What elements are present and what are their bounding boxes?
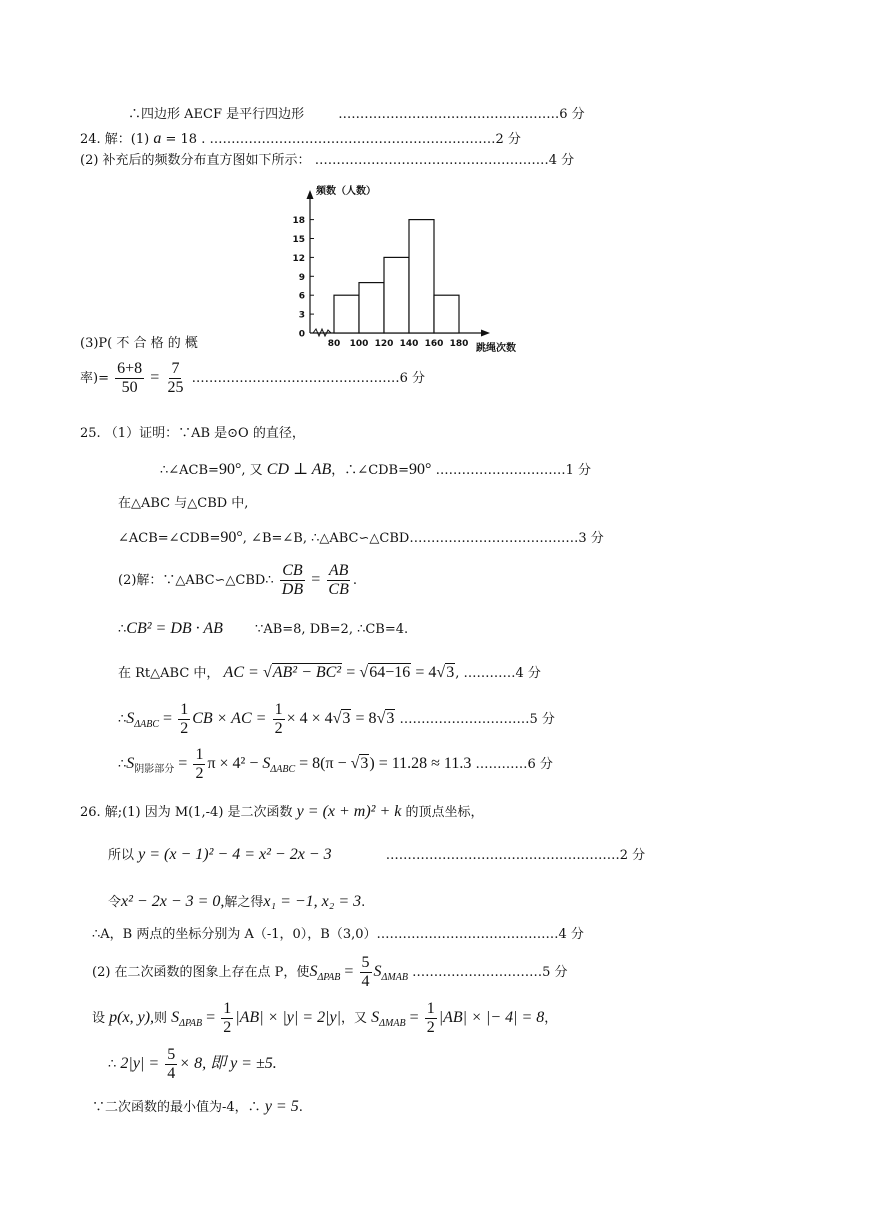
- math-text: , 又: [241, 463, 263, 478]
- math-text: 1: [274, 701, 283, 718]
- math-text: 在 Rt△ABC 中，: [118, 666, 220, 681]
- math-text: 5: [361, 954, 370, 971]
- math-text: S: [262, 755, 271, 772]
- math-text: × 4 × 4: [286, 710, 333, 727]
- math-text: ∵AB=8, DB=2, ∴CB=4.: [255, 622, 409, 637]
- math-text: 5: [167, 1046, 176, 1063]
- math-text: 25: [167, 379, 184, 396]
- math-fragment: [360, 954, 372, 991]
- math-fragment: [273, 701, 285, 738]
- math-text: ΔABC: [134, 719, 160, 730]
- math-text: =: [340, 963, 354, 980]
- math-text: CB × AC =: [192, 710, 267, 727]
- x-tick-label: 100: [349, 339, 369, 349]
- q25-line-8: $\therefore S_{阴影部分}$ = $\frac{1}{2}$ $\pi \times 4^2 - S_{\Delta ABC} = 8(\pi - √3) = 11.28 \approx 11.3$ …………6 分: [118, 746, 553, 782]
- q26-line-6: [92, 1000, 557, 1042]
- math-text: ΔMAB: [381, 972, 408, 983]
- q25-line-7: $\therefore S_{\Delta ABC}$ = $\frac{1}{2}$ CB × AC = $\frac{1}{2}$ × 4 × 4√3 = 8√3 …………………………5 分: [118, 701, 555, 737]
- math-text: ……………………………………4 分: [376, 927, 584, 942]
- math-text: |AB| × |y| = 2|y|: [235, 1009, 341, 1026]
- histogram-bar: [409, 220, 434, 333]
- math-text: S: [373, 963, 382, 980]
- math-text: 2|y| =: [120, 1055, 160, 1072]
- math-text: CB: [328, 581, 349, 598]
- q24-part3-b: [80, 360, 425, 397]
- math-text: ∠ACB=∠CDB=: [118, 531, 221, 546]
- math-text: p(x, y),: [109, 1009, 155, 1026]
- q24-part3-a: [80, 335, 198, 353]
- q24-frac-1: [115, 360, 144, 397]
- q26-line-5: [92, 954, 567, 996]
- q24-score-1: …………………………………………………………2 分: [209, 132, 521, 147]
- math-text: 50: [121, 379, 138, 396]
- math-text: ∵二次函数的最小值为-4，∴: [92, 1100, 261, 1115]
- x-tick-label: 160: [424, 339, 444, 349]
- q25-head: [80, 425, 305, 443]
- q25-line-5: [118, 620, 408, 639]
- math-text: × 8, 即 y = ±5.: [179, 1055, 277, 1072]
- math-text: ，: [544, 1011, 558, 1026]
- math-text: 1: [180, 701, 189, 718]
- x-tick-label: 80: [327, 339, 341, 349]
- math-text: 4: [167, 1065, 176, 1082]
- math-text: 解之得: [224, 895, 264, 910]
- math-text: ，∴∠CDB=: [331, 463, 410, 478]
- q24-prob-label: 率)=: [80, 371, 109, 386]
- math-text: 在△ABC 与△CBD 中,: [118, 496, 249, 511]
- math-text: S: [126, 755, 135, 772]
- y-axis-arrow: [307, 190, 314, 199]
- math-text: S: [309, 963, 318, 980]
- math-text: 令: [108, 895, 122, 910]
- math-text: (2) 在二次函数的图象上存在点 P，使: [92, 965, 310, 980]
- math-text: = 8(π −: [295, 755, 351, 772]
- q26-line-3: [108, 893, 365, 912]
- math-text: 7: [171, 360, 180, 377]
- x-axis-label: 跳绳次数: [476, 343, 516, 354]
- math-text: y = 5: [264, 1098, 299, 1115]
- math-text: = 8: [355, 710, 377, 727]
- math-text: x² − 2x − 3 = 0,: [121, 893, 225, 910]
- math-fragment: [165, 1046, 177, 1083]
- math-text: =: [405, 1009, 419, 1026]
- math-text: 阴影部分: [134, 764, 175, 775]
- math-text: 3: [342, 710, 351, 727]
- math-text: π × 4² −: [207, 755, 263, 772]
- math-text: ………………………………………………2 分: [385, 848, 646, 863]
- q25-line-1: [160, 461, 591, 480]
- frequency-histogram: [276, 178, 536, 360]
- math-text: ∴: [118, 712, 127, 727]
- math-text: .: [298, 1100, 303, 1115]
- math-text: 的顶点坐标，: [405, 805, 484, 820]
- math-text: AB: [328, 562, 349, 579]
- math-text: CB: [282, 562, 303, 579]
- math-text: …………………………………3 分: [409, 531, 604, 546]
- math-text: ∴: [118, 757, 127, 772]
- math-text: …………………………5 分: [412, 965, 568, 980]
- histogram-bar: [434, 295, 459, 333]
- math-text: 26. 解;(1) 因为 M(1,-4) 是二次函数: [80, 805, 293, 820]
- math-text: 则: [154, 1011, 168, 1026]
- math-text: 3: [360, 755, 369, 772]
- math-text: 1: [223, 1000, 232, 1017]
- q23-conclusion: [128, 106, 585, 124]
- math-text: ΔMAB: [379, 1018, 406, 1029]
- math-text: 所以: [108, 848, 135, 863]
- math-text: .: [361, 895, 366, 910]
- q26-line-7: [108, 1046, 277, 1083]
- q23-score: ……………………………………………6 分: [338, 107, 585, 122]
- math-fragment: [193, 746, 205, 783]
- math-text: y = (x + m)² + k: [296, 803, 402, 820]
- y-tick-label: 6: [298, 291, 305, 302]
- math-text: y = (x − 1)² − 4 = x² − 2x − 3: [138, 846, 332, 863]
- math-text: x₁ = −1, x₂ = 3: [263, 893, 362, 910]
- math-fragment: [425, 1000, 437, 1037]
- histogram-bar: [334, 295, 359, 333]
- math-text: |AB| × |− 4| = 8: [438, 1009, 545, 1026]
- math-text: 1: [426, 1000, 435, 1017]
- q24-head: 24. 解：(1): [80, 132, 150, 147]
- math-text: ,: [455, 666, 460, 681]
- math-text: S: [171, 1009, 180, 1026]
- math-fragment: [326, 562, 350, 599]
- math-text: ΔPAB: [179, 1018, 203, 1029]
- math-text: ∴∠ACB=: [160, 463, 219, 478]
- math-fragment: [221, 1000, 233, 1037]
- y-axis-label: 频数（人数）: [316, 186, 376, 197]
- math-text: CD ⊥ AB: [266, 461, 332, 478]
- q23-text: ∴四边形 AECF 是平行四边形: [128, 107, 305, 122]
- math-text: …………………………1 分: [435, 463, 591, 478]
- math-text: ΔABC: [270, 764, 296, 775]
- math-text: 90°: [409, 461, 432, 478]
- math-text: 90°: [220, 529, 243, 546]
- math-text: (2)解：∵△ABC∽△CBD∴: [118, 573, 274, 588]
- y-tick-label: 18: [292, 216, 305, 227]
- math-text: 1: [195, 746, 204, 763]
- math-text: …………6 分: [475, 757, 553, 772]
- histogram-bar: [359, 283, 384, 333]
- math-text: ∴: [118, 622, 127, 637]
- q24-frac-2: [165, 360, 185, 397]
- math-text: =: [159, 710, 173, 727]
- math-fragment: [178, 701, 190, 738]
- math-text: ∴A，B 两点的坐标分别为 A（-1，0），B（3,0）: [92, 927, 377, 942]
- math-text: 6+8: [117, 360, 143, 377]
- q26-line-2: [108, 846, 645, 865]
- x-axis-arrow: [481, 330, 490, 337]
- y-tick-label: 9: [298, 272, 305, 283]
- y-tick-label: 0: [298, 329, 305, 340]
- q24-part2: [80, 152, 574, 170]
- math-text: 2: [223, 1019, 232, 1036]
- q26-line-4: [92, 926, 584, 944]
- q26-line-8: [92, 1098, 303, 1117]
- math-text: =: [346, 664, 356, 681]
- math-text: …………………………5 分: [399, 712, 555, 727]
- math-text: 64−16: [369, 664, 411, 681]
- math-text: AB² − BC²: [272, 664, 342, 681]
- x-tick-label: 120: [374, 339, 394, 349]
- math-text: 90°: [218, 461, 242, 478]
- math-text: =: [202, 1009, 216, 1026]
- q25-head-text: 25. （1）证明：∵AB 是⊙O 的直径，: [80, 426, 305, 441]
- math-text: S: [371, 1009, 380, 1026]
- q24-value: = 18 .: [165, 132, 206, 147]
- q25-line-4: [118, 560, 357, 601]
- math-text: 4: [361, 973, 370, 990]
- x-tick-label: 180: [449, 339, 469, 349]
- y-tick-label: 12: [292, 253, 305, 264]
- math-text: 2: [274, 720, 283, 737]
- math-text: DB: [281, 581, 304, 598]
- math-text: 2: [426, 1019, 435, 1036]
- y-tick-label: 3: [298, 310, 305, 321]
- math-text: , ∠B=∠B, ∴△ABC∽△CBD: [242, 531, 410, 546]
- math-text: …………4 分: [463, 666, 541, 681]
- q24-score-3: …………………………………………6 分: [191, 371, 425, 386]
- math-text: ΔPAB: [317, 972, 341, 983]
- math-text: 2: [180, 720, 189, 737]
- math-text: 3: [386, 710, 395, 727]
- y-tick-label: 15: [292, 235, 305, 245]
- x-tick-label: 140: [399, 339, 419, 349]
- histogram-bar: [384, 257, 409, 333]
- math-text: =: [174, 755, 188, 772]
- q24-part1: [80, 130, 521, 149]
- math-text: ∴: [108, 1057, 117, 1072]
- q24-var-a: a: [153, 130, 162, 147]
- math-text: =: [311, 571, 321, 588]
- math-text: AC =: [223, 664, 259, 681]
- math-text: S: [126, 710, 135, 727]
- math-text: 3: [446, 664, 455, 681]
- math-fragment: [280, 562, 305, 599]
- q26-line-1: [80, 803, 484, 822]
- math-text: ) = 11.28 ≈ 11.3: [369, 755, 472, 772]
- q25-line-3: [118, 529, 604, 548]
- q24-part3-text: (3)P( 不 合 格 的 概: [80, 336, 198, 351]
- q24-equals: =: [150, 369, 160, 386]
- q24-score-2: ………………………………………………4 分: [314, 153, 575, 168]
- math-text: ，又: [340, 1011, 367, 1026]
- math-text: .: [352, 573, 358, 588]
- q24-part2-text: (2) 补充后的频数分布直方图如下所示：: [80, 153, 311, 168]
- math-text: = 4: [415, 664, 437, 681]
- q25-line-6: 在 Rt△ABC 中， AC = √AB² − BC² = √64−16 = 4√3, …………4 分: [118, 664, 541, 681]
- math-text: 设: [92, 1011, 106, 1026]
- math-text: CB² = DB · AB: [126, 620, 223, 637]
- math-text: 2: [195, 765, 204, 782]
- q25-line-2: [118, 495, 248, 513]
